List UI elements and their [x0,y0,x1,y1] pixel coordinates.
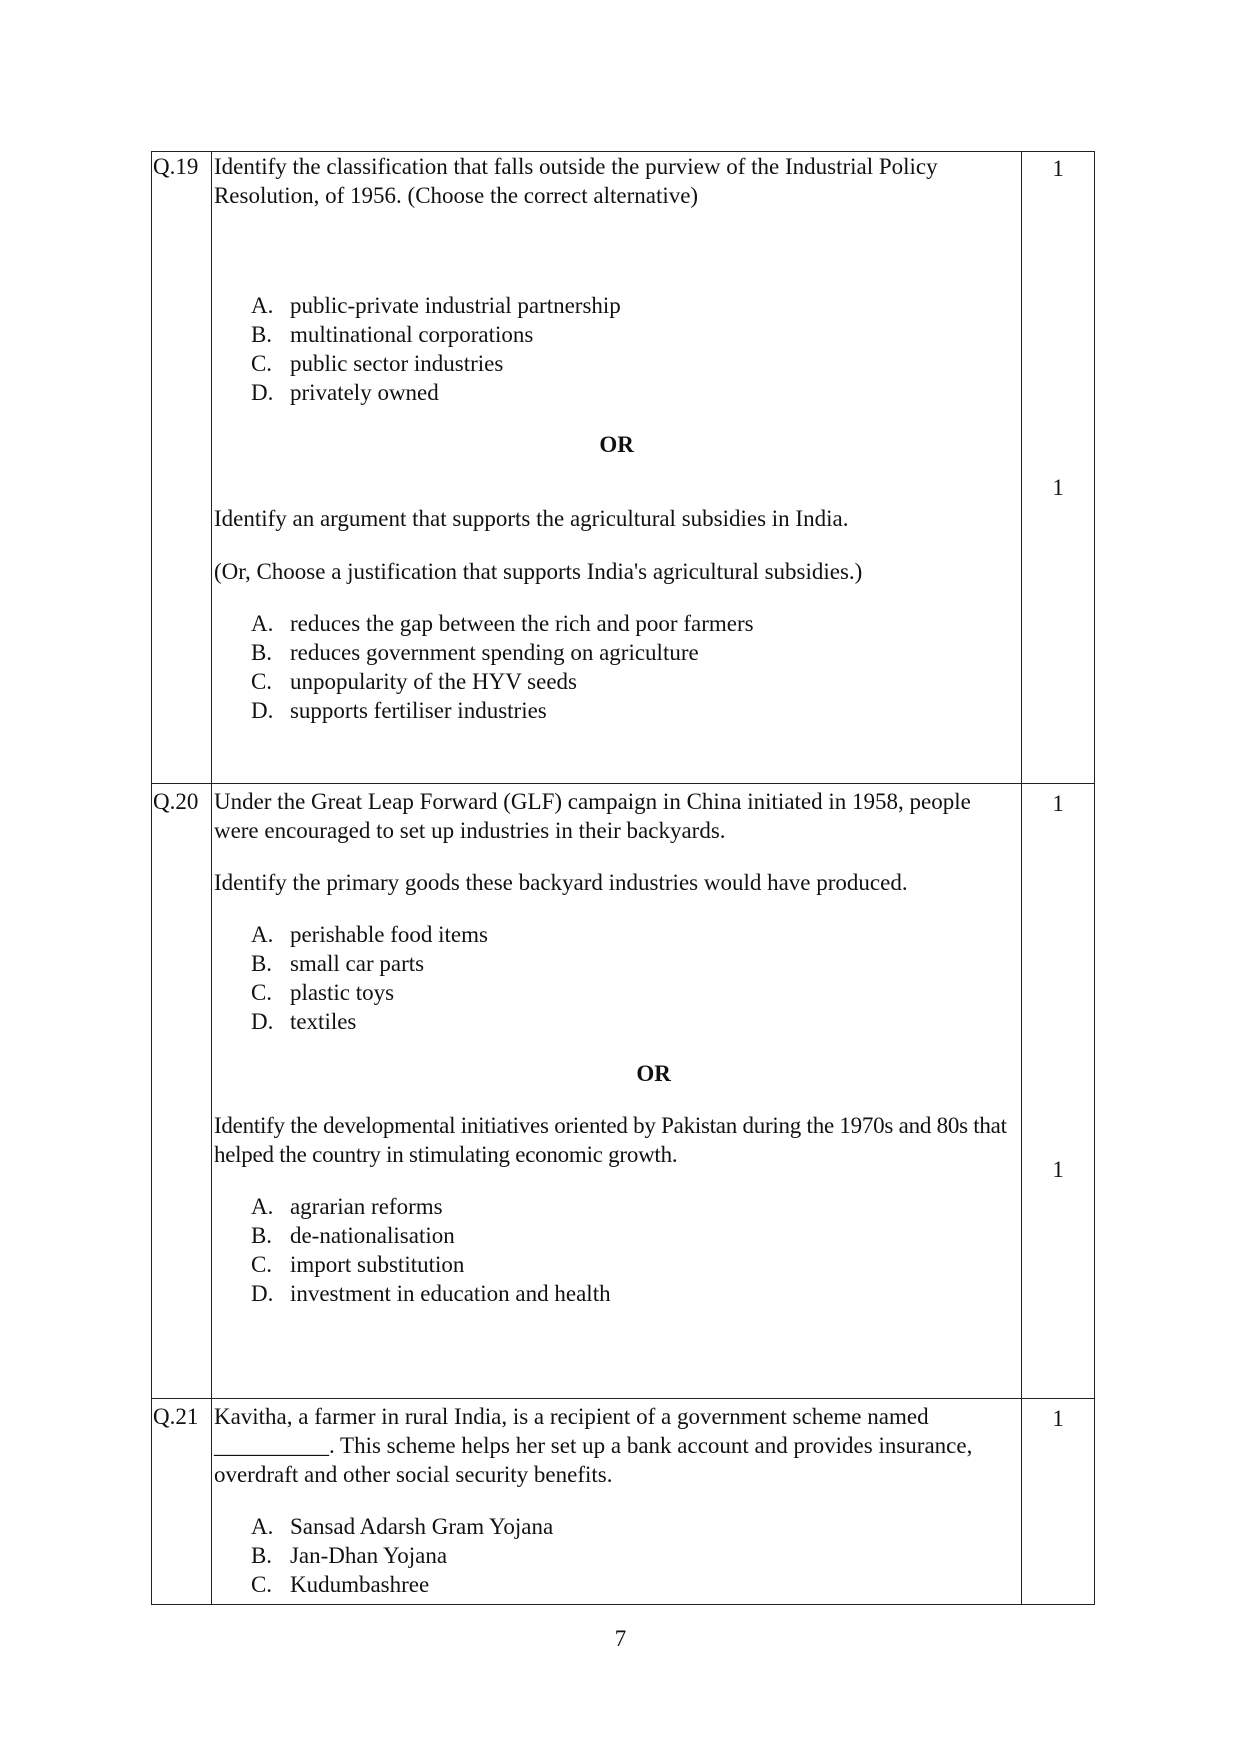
marks-value-alt: 1 [1052,1157,1064,1182]
marks-cell [1022,1399,1095,1605]
option-a: A. perishable food items [250,922,488,947]
options-list [214,1512,1019,1599]
options-list [214,291,1019,407]
option-c: C. Kudumbashree [250,1572,430,1597]
question-table [151,151,1095,1605]
question-stem: Kavitha, a farmer in rural India, is a recipient of a government scheme named __________. This scheme helps her set up a bank account and provides insurance, overdraft and other social security benefits. [213,1404,973,1487]
option-b: B. multinational corporations [250,322,534,347]
option-d: D. investment in education and health [250,1281,611,1306]
options-list-alt [214,1192,1019,1308]
option-a: A. agrarian reforms [250,1194,443,1219]
option-d: D. supports fertiliser industries [250,698,547,723]
option-a: A. reduces the gap between the rich and poor farmers [250,611,754,636]
marks-value: 1 [1052,156,1064,181]
question-stem-alt-note: (Or, Choose a justification that supports India's agricultural subsidies.) [213,559,863,584]
option-b: B. small car parts [250,951,425,976]
question-number: Q.20 [152,784,212,1399]
question-row-20 [152,784,1095,1399]
question-row-21 [152,1399,1095,1605]
option-c: C. unpopularity of the HYV seeds [250,669,577,694]
option-b: B. Jan-Dhan Yojana [250,1543,448,1568]
question-stem-alt: Identify the developmental initiatives oriented by Pakistan during the 1970s and 80s that helped the country in stimulating economic growth. [213,1113,1007,1167]
marks-cell [1022,152,1095,784]
option-c: C. public sector industries [250,351,504,376]
option-c: C. plastic toys [250,980,395,1005]
option-c: C. import substitution [250,1252,465,1277]
or-divider: OR [599,432,634,457]
question-number: Q.19 [152,152,212,784]
options-list-alt [214,609,1019,725]
question-row-19 [152,152,1095,784]
option-b: B. reduces government spending on agriculture [250,640,699,665]
question-stem-alt: Identify an argument that supports the agricultural subsidies in India. [213,506,849,531]
marks-value-alt: 1 [1052,475,1064,500]
marks-value: 1 [1052,1406,1064,1431]
options-list [214,920,1019,1036]
question-stem-instruction: Identify the primary goods these backyard industries would have produced. [213,870,908,895]
question-stem: Under the Great Leap Forward (GLF) campaign in China initiated in 1958, people were encouraged to set up industries in their backyards. [213,789,971,843]
option-d: D. textiles [250,1009,357,1034]
question-body [211,152,1021,784]
question-stem: Identify the classification that falls outside the purview of the Industrial Policy Resolution, of 1956. (Choose the correct alternative) [213,154,938,208]
question-body [211,1399,1021,1605]
marks-value: 1 [1052,791,1064,816]
page-number: 7 [614,1626,627,1651]
or-divider: OR [636,1061,671,1086]
question-body [211,784,1021,1399]
option-a: A. public-private industrial partnership [250,293,621,318]
option-d: D. privately owned [250,380,439,405]
option-b: B. de-nationalisation [250,1223,455,1248]
question-number: Q.21 [152,1399,212,1605]
option-a: A. Sansad Adarsh Gram Yojana [250,1514,554,1539]
marks-cell [1022,784,1095,1399]
